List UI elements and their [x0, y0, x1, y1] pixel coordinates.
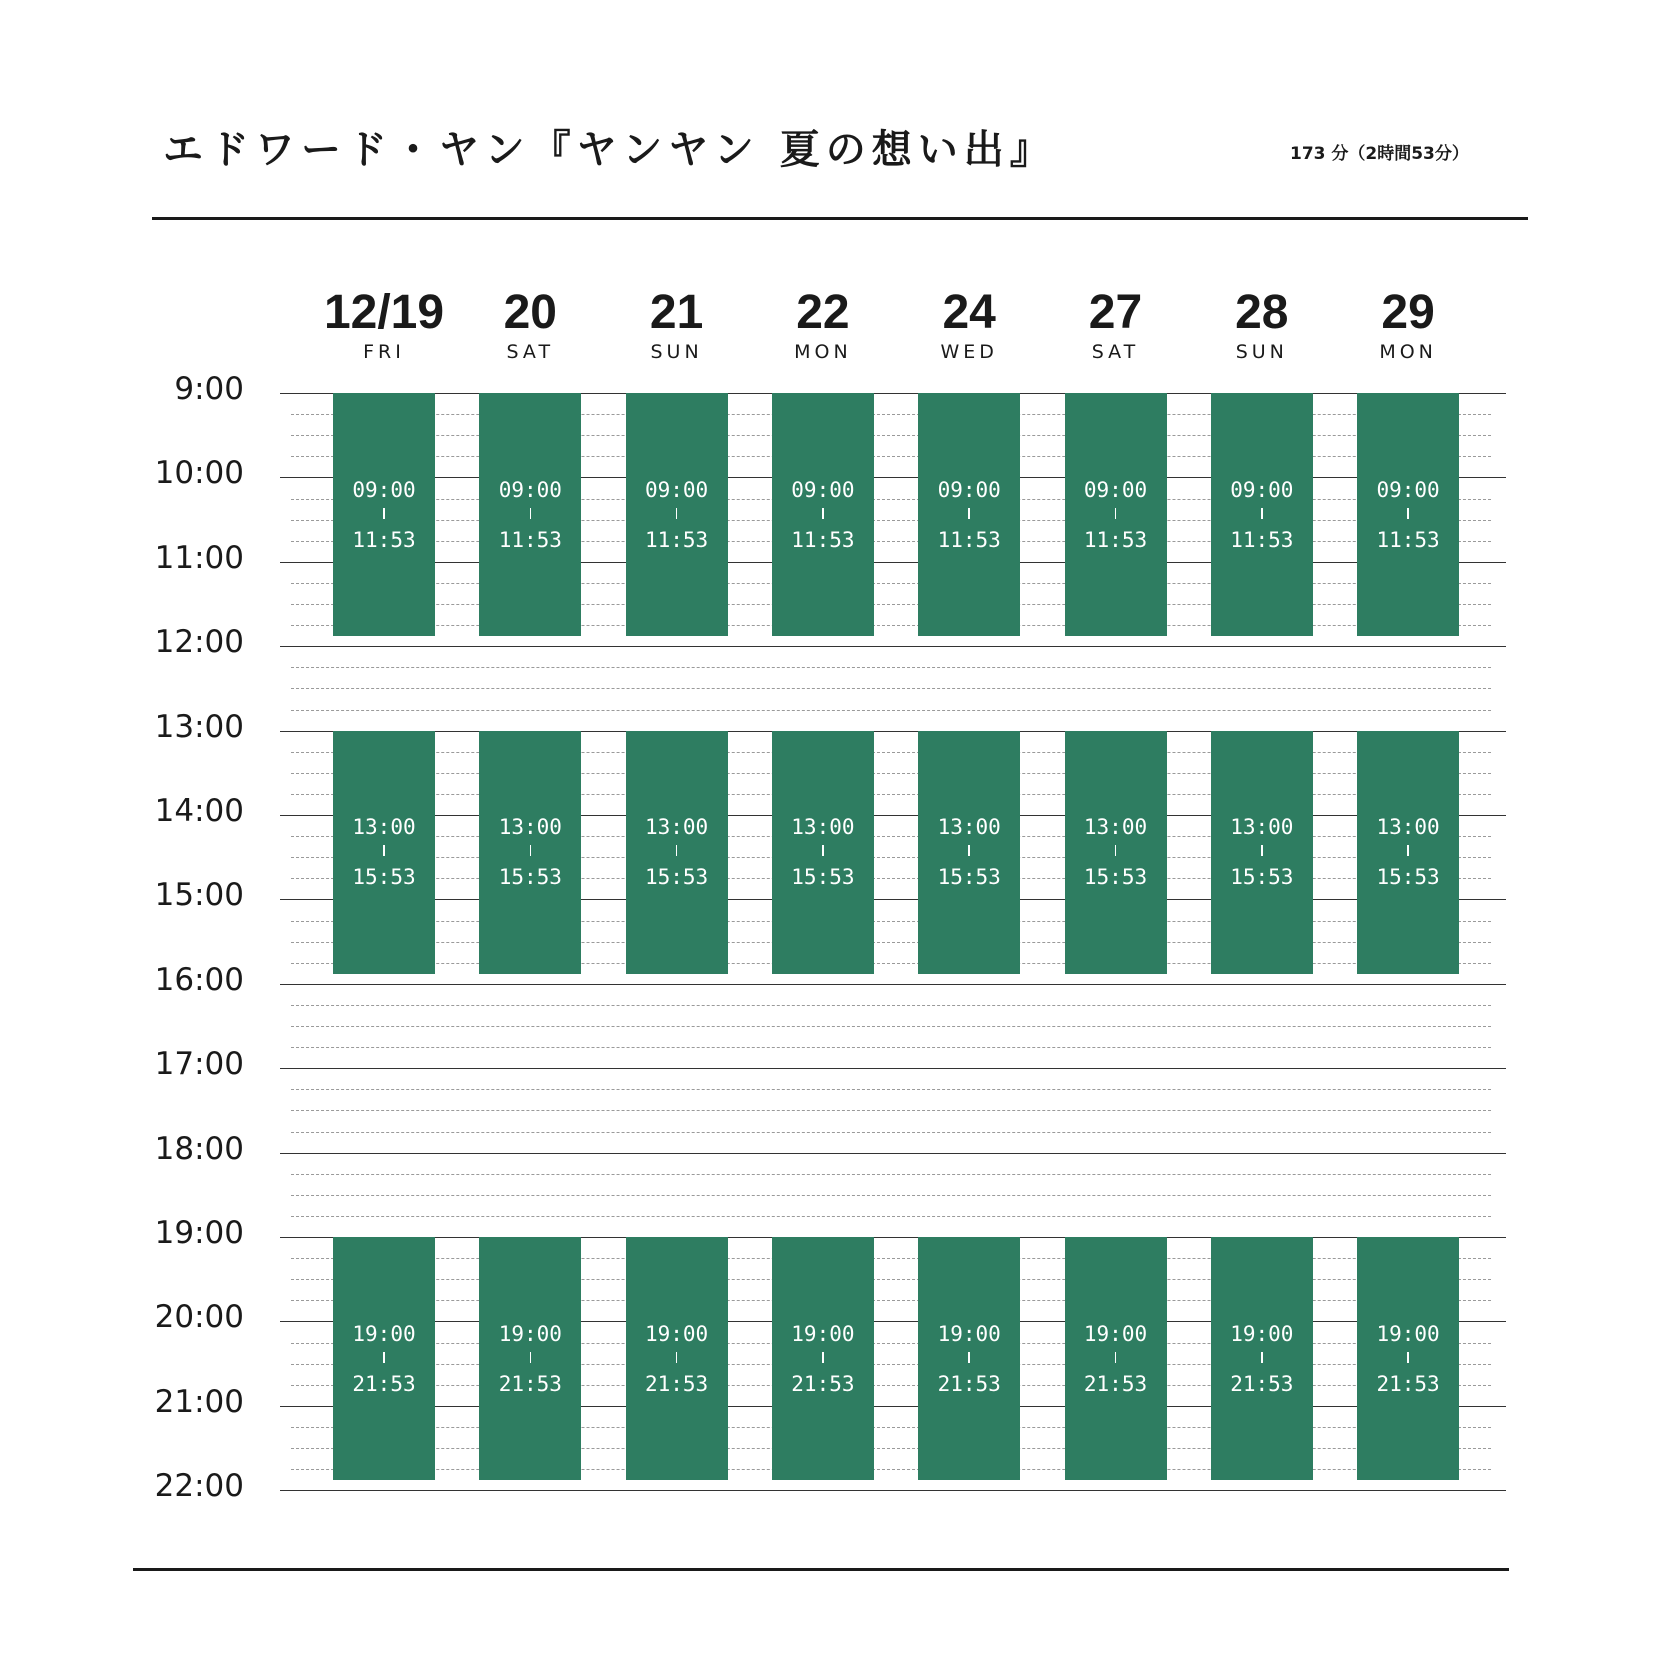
showtime-text — [1211, 813, 1313, 891]
showtime-end: 11:53 — [791, 527, 855, 552]
showtime-end: 11:53 — [1083, 527, 1148, 552]
showtime-separator — [530, 1352, 532, 1363]
showtime-end: 15:53 — [1230, 865, 1294, 890]
showtime-start: 09:00 — [352, 477, 416, 502]
showtime-text — [1211, 476, 1313, 554]
hour-gridline — [280, 731, 1506, 732]
showtime-text — [1065, 813, 1167, 891]
showtime-start: 09:00 — [1083, 477, 1148, 502]
quarter-gridline — [291, 1089, 1491, 1090]
showtime-separator — [530, 508, 532, 519]
hour-label: 19:00 — [154, 1215, 244, 1251]
day-date: 24 — [942, 286, 996, 339]
hour-gridline — [280, 646, 1506, 647]
showtime-end: 21:53 — [644, 1371, 709, 1396]
showtime-start: 13:00 — [1376, 815, 1440, 840]
day-header — [1333, 285, 1483, 363]
showtime-text — [333, 1320, 435, 1398]
showtime-block[interactable] — [772, 1237, 874, 1480]
showtime-separator — [1261, 845, 1263, 856]
showtime-block[interactable] — [1211, 731, 1313, 974]
showtime-block[interactable] — [626, 731, 728, 974]
showtime-block[interactable] — [1357, 393, 1459, 636]
hour-gridline — [280, 477, 1506, 478]
showtime-end: 11:53 — [937, 527, 1001, 552]
showtime-start: 09:00 — [1230, 477, 1294, 502]
showtime-start: 19:00 — [937, 1321, 1001, 1346]
hour-gridline — [280, 1237, 1506, 1238]
showtime-start: 13:00 — [937, 815, 1001, 840]
showtime-start: 13:00 — [791, 815, 855, 840]
showtime-start: 19:00 — [352, 1321, 416, 1346]
quarter-gridline — [291, 1132, 1491, 1133]
quarter-gridline — [291, 1195, 1491, 1196]
showtime-end: 21:53 — [1083, 1371, 1148, 1396]
day-header — [1187, 285, 1337, 363]
showtime-end: 15:53 — [1376, 865, 1440, 890]
showtime-start: 09:00 — [937, 477, 1001, 502]
showtime-block[interactable] — [918, 731, 1020, 974]
showtime-text — [333, 813, 435, 891]
showtime-start: 19:00 — [644, 1321, 709, 1346]
quarter-gridline — [291, 667, 1491, 668]
showtime-end: 21:53 — [791, 1371, 855, 1396]
showtime-text — [1357, 813, 1459, 891]
showtime-text — [1357, 1320, 1459, 1398]
showtime-block[interactable] — [1357, 731, 1459, 974]
showtime-end: 11:53 — [352, 527, 416, 552]
day-header — [455, 285, 605, 363]
showtime-separator — [1261, 508, 1263, 519]
showtime-block[interactable] — [479, 731, 581, 974]
day-header — [1041, 285, 1191, 363]
day-date: 21 — [649, 286, 704, 339]
hour-label: 9:00 — [174, 371, 244, 407]
day-header — [748, 285, 898, 363]
showtime-separator — [1115, 845, 1117, 856]
showtime-block[interactable] — [918, 1237, 1020, 1480]
quarter-gridline — [291, 710, 1491, 711]
showtime-separator — [968, 845, 970, 856]
showtime-text — [918, 1320, 1020, 1398]
showtime-end: 11:53 — [1376, 527, 1440, 552]
showtime-end: 15:53 — [937, 865, 1001, 890]
day-date: 28 — [1235, 286, 1289, 339]
hour-gridline — [280, 1068, 1506, 1069]
showtime-end: 15:53 — [498, 865, 562, 890]
showtime-end: 21:53 — [352, 1371, 416, 1396]
hour-gridline — [280, 1490, 1506, 1491]
showtime-text — [479, 813, 581, 891]
day-of-week: MON — [1379, 341, 1437, 363]
runtime-label: 173 分（2時間53分） — [1290, 144, 1469, 164]
hour-label: 16:00 — [154, 961, 244, 998]
showtime-end: 11:53 — [644, 527, 709, 552]
showtime-start: 09:00 — [1376, 477, 1440, 502]
showtime-end: 15:53 — [644, 865, 709, 890]
day-of-week: SAT — [506, 341, 555, 363]
showtime-text — [479, 1320, 581, 1398]
day-date: 12/19 — [323, 286, 445, 339]
showtime-start: 09:00 — [644, 477, 709, 502]
showtime-separator — [676, 1352, 678, 1363]
showtime-separator — [822, 1352, 824, 1363]
showtime-block[interactable] — [1211, 1237, 1313, 1480]
showtime-text — [918, 813, 1020, 891]
quarter-gridline — [291, 1174, 1491, 1175]
hour-gridline — [280, 1321, 1506, 1322]
showtime-separator — [676, 508, 678, 519]
day-of-week: SUN — [1235, 341, 1288, 363]
day-header — [309, 285, 459, 363]
showtime-block[interactable] — [918, 393, 1020, 636]
showtime-separator — [968, 508, 970, 519]
day-date: 29 — [1381, 286, 1435, 339]
hour-label: 13:00 — [154, 708, 244, 745]
showtime-separator — [383, 1352, 385, 1363]
showtime-text — [772, 1320, 874, 1398]
showtime-separator — [383, 508, 385, 519]
showtime-separator — [1407, 508, 1409, 519]
day-date: 22 — [796, 286, 850, 339]
showtime-separator — [530, 845, 532, 856]
showtime-end: 11:53 — [1230, 527, 1294, 552]
showtime-block[interactable] — [772, 731, 874, 974]
header-divider — [152, 217, 1528, 220]
showtime-block[interactable] — [626, 1237, 728, 1480]
quarter-gridline — [291, 688, 1491, 689]
showtime-start: 19:00 — [1083, 1321, 1148, 1346]
showtime-block[interactable] — [1065, 393, 1167, 636]
hour-label: 21:00 — [154, 1383, 244, 1420]
showtime-end: 15:53 — [791, 865, 855, 890]
hour-label: 22:00 — [154, 1468, 244, 1505]
hour-label: 15:00 — [154, 877, 244, 914]
showtime-block[interactable] — [1211, 393, 1313, 636]
showtime-separator — [1115, 1352, 1117, 1363]
showtime-start: 13:00 — [498, 815, 562, 840]
showtime-block[interactable] — [479, 393, 581, 636]
showtime-separator — [1407, 845, 1409, 856]
showtime-start: 19:00 — [1230, 1321, 1294, 1346]
showtime-start: 13:00 — [352, 815, 416, 840]
hour-label: 18:00 — [154, 1130, 244, 1167]
showtime-separator — [383, 845, 385, 856]
day-of-week: SUN — [650, 341, 703, 363]
showtime-text — [772, 813, 874, 891]
showtime-separator — [822, 845, 824, 856]
showtime-start: 09:00 — [791, 477, 855, 502]
showtime-separator — [1407, 1352, 1409, 1363]
showtime-start: 13:00 — [1230, 815, 1294, 840]
showtime-end: 21:53 — [937, 1371, 1001, 1396]
day-of-week: MON — [794, 341, 852, 363]
hour-gridline — [280, 1153, 1506, 1154]
day-of-week: WED — [940, 341, 998, 363]
showtime-end: 11:53 — [498, 527, 562, 552]
showtime-block[interactable] — [333, 1237, 435, 1480]
showtime-end: 15:53 — [1083, 865, 1148, 890]
day-of-week: SAT — [1091, 341, 1140, 363]
showtime-text — [1065, 476, 1167, 554]
day-header — [602, 285, 752, 363]
hour-label: 17:00 — [154, 1046, 244, 1083]
showtime-block[interactable] — [1357, 1237, 1459, 1480]
quarter-gridline — [291, 1047, 1491, 1048]
showtime-end: 21:53 — [1376, 1371, 1440, 1396]
showtime-text — [626, 813, 728, 891]
showtime-separator — [968, 1352, 970, 1363]
hour-gridline — [280, 899, 1506, 900]
showtime-start: 13:00 — [1083, 815, 1148, 840]
showtime-end: 21:53 — [498, 1371, 562, 1396]
hour-gridline — [280, 393, 1506, 394]
day-date: 20 — [503, 286, 557, 339]
showtime-separator — [822, 508, 824, 519]
hour-label: 20:00 — [154, 1299, 244, 1336]
quarter-gridline — [291, 1026, 1491, 1027]
showtime-start: 19:00 — [791, 1321, 855, 1346]
showtime-block[interactable] — [626, 393, 728, 636]
showtime-text — [626, 476, 728, 554]
quarter-gridline — [291, 1110, 1491, 1111]
showtime-text — [1065, 1320, 1167, 1398]
showtime-end: 21:53 — [1230, 1371, 1294, 1396]
page-title: エドワード・ヤン『ヤンヤン 夏の想い出』 — [163, 127, 1056, 173]
hour-label: 14:00 — [154, 793, 244, 829]
showtime-text — [1211, 1320, 1313, 1398]
showtime-block[interactable] — [1065, 1237, 1167, 1480]
showtime-block[interactable] — [479, 1237, 581, 1480]
hour-gridline — [280, 562, 1506, 563]
quarter-gridline — [291, 1216, 1491, 1217]
showtime-text — [772, 476, 874, 554]
showtime-separator — [1261, 1352, 1263, 1363]
showtime-block[interactable] — [333, 731, 435, 974]
footer-divider — [133, 1568, 1509, 1571]
hour-label: 10:00 — [154, 455, 244, 492]
showtime-block[interactable] — [772, 393, 874, 636]
showtime-text — [918, 476, 1020, 554]
hour-gridline — [280, 984, 1506, 985]
showtime-block[interactable] — [1065, 731, 1167, 974]
showtime-end: 15:53 — [352, 865, 416, 890]
hour-label: 11:00 — [154, 539, 244, 576]
showtime-start: 19:00 — [1376, 1321, 1440, 1346]
day-date: 27 — [1088, 286, 1143, 339]
showtime-separator — [1115, 508, 1117, 519]
showtime-text — [1357, 476, 1459, 554]
showtime-block[interactable] — [333, 393, 435, 636]
showtime-text — [333, 476, 435, 554]
showtime-start: 13:00 — [644, 815, 709, 840]
day-of-week: FRI — [363, 341, 405, 363]
showtime-text — [479, 476, 581, 554]
hour-label: 12:00 — [154, 624, 244, 661]
showtime-start: 09:00 — [498, 477, 562, 502]
day-header — [894, 285, 1044, 363]
showtime-start: 19:00 — [498, 1321, 562, 1346]
quarter-gridline — [291, 1005, 1491, 1006]
showtime-separator — [676, 845, 678, 856]
showtime-text — [626, 1320, 728, 1398]
hour-gridline — [280, 815, 1506, 816]
hour-gridline — [280, 1406, 1506, 1407]
